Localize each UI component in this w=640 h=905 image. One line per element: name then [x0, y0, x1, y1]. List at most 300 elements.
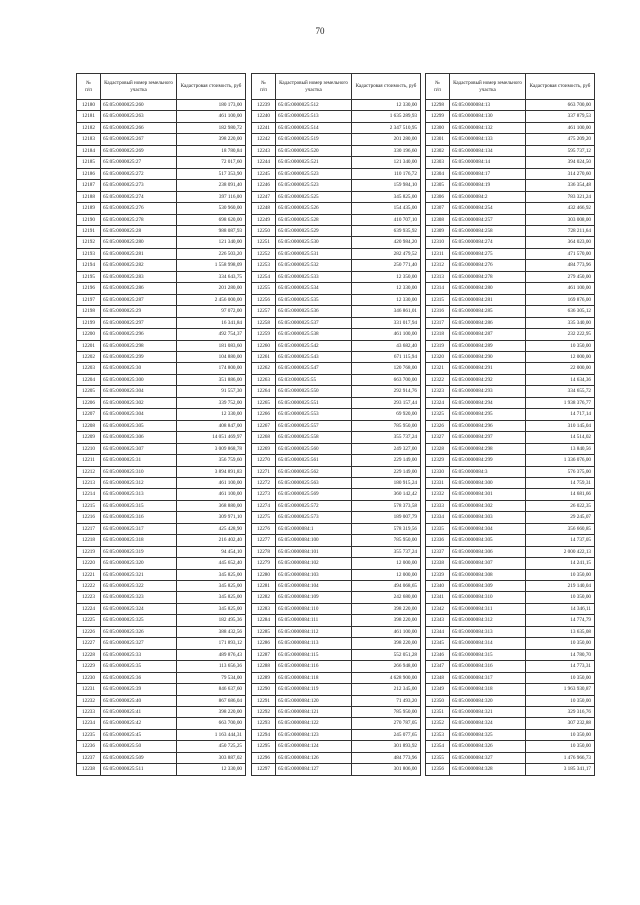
header-number: № п/п	[77, 74, 101, 100]
table-row	[426, 661, 595, 672]
cadastral-number-cell: 65:05:0000025:281	[101, 248, 177, 259]
row-number-cell: 12223	[77, 592, 101, 603]
cadastral-number-cell: 65:05:0000025:551	[276, 397, 352, 408]
table-row	[77, 100, 246, 111]
cadastral-number-cell: 65:05:0000084:121	[276, 707, 352, 718]
cadastral-number-cell: 65:05:0000084:295	[450, 409, 526, 420]
cadastral-value-cell: 450 725,25	[177, 741, 246, 752]
cadastral-value-cell: 182 495,36	[177, 615, 246, 626]
table-header-row	[77, 74, 246, 100]
cadastral-value-cell: 14 717,14	[526, 409, 595, 420]
cadastral-number-cell: 65:05:0000084:316	[450, 661, 526, 672]
table-row	[77, 477, 246, 488]
row-number-cell: 12284	[252, 615, 276, 626]
table-row	[77, 374, 246, 385]
table-row	[77, 329, 246, 340]
cadastral-value-cell: 398 220,00	[177, 134, 246, 145]
cadastral-number-cell: 65:05:0000025:532	[276, 260, 352, 271]
row-number-cell: 12226	[77, 626, 101, 637]
cadastral-value-cell: 432 466,92	[526, 203, 595, 214]
table-row	[77, 741, 246, 752]
row-number-cell: 12287	[252, 649, 276, 660]
row-number-cell: 12285	[252, 626, 276, 637]
cadastral-value-cell: 238 091,40	[177, 180, 246, 191]
cadastral-value-cell: 292 914,76	[352, 386, 421, 397]
table-row	[252, 248, 421, 259]
row-number-cell: 12332	[426, 489, 450, 500]
cadastral-value-cell: 445 652,40	[177, 558, 246, 569]
cadastral-value-cell: 1 336 076,00	[526, 455, 595, 466]
row-number-cell: 12194	[77, 260, 101, 271]
cadastral-value-cell: 72 017,60	[177, 157, 246, 168]
row-number-cell: 12314	[426, 283, 450, 294]
cadastral-table-block-1	[76, 73, 246, 776]
cadastral-number-cell: 65:05:0000084:313	[450, 626, 526, 637]
cadastral-value-cell: 4 628 900,00	[352, 672, 421, 683]
row-number-cell: 12330	[426, 466, 450, 477]
row-number-cell: 12206	[77, 397, 101, 408]
row-number-cell: 12346	[426, 649, 450, 660]
row-number-cell: 12251	[252, 237, 276, 248]
table-body	[77, 100, 246, 776]
cadastral-number-cell: 65:05:0000025:315	[101, 500, 177, 511]
cadastral-number-cell: 65:05:0000025:558	[276, 432, 352, 443]
row-number-cell: 12349	[426, 684, 450, 695]
cadastral-value-cell: 334 655,72	[526, 386, 595, 397]
cadastral-value-cell: 345 825,00	[177, 592, 246, 603]
cadastral-value-cell: 110 176,72	[352, 168, 421, 179]
table-row	[252, 489, 421, 500]
cadastral-number-cell: 65:05:0000084:126	[276, 752, 352, 763]
table-row	[252, 695, 421, 706]
cadastral-number-cell: 65:05:0000025:529	[276, 225, 352, 236]
row-number-cell: 12343	[426, 615, 450, 626]
cadastral-number-cell: 65:05:0000025:280	[101, 237, 177, 248]
table-row	[77, 248, 246, 259]
row-number-cell: 12329	[426, 455, 450, 466]
cadastral-number-cell: 65:05:0000084:110	[276, 603, 352, 614]
row-number-cell: 12310	[426, 237, 450, 248]
cadastral-number-cell: 65:05:0000084:14	[450, 157, 526, 168]
row-number-cell: 12295	[252, 741, 276, 752]
table-row	[77, 420, 246, 431]
row-number-cell: 12240	[252, 111, 276, 122]
row-number-cell: 12273	[252, 489, 276, 500]
row-number-cell: 12214	[77, 489, 101, 500]
row-number-cell: 12294	[252, 729, 276, 740]
cadastral-value-cell: 636 305,12	[526, 306, 595, 317]
table-row	[77, 466, 246, 477]
cadastral-number-cell: 65:05:0000025:550	[276, 386, 352, 397]
cadastral-number-cell: 65:05:0000084:116	[276, 661, 352, 672]
row-number-cell: 12315	[426, 294, 450, 305]
cadastral-value-cell: 337 879,53	[526, 111, 595, 122]
row-number-cell: 12244	[252, 157, 276, 168]
cadastral-value-cell: 1 635 289,93	[352, 111, 421, 122]
cadastral-value-cell: 301 893,92	[352, 741, 421, 752]
table-row	[252, 351, 421, 362]
cadastral-value-cell: 461 100,00	[352, 329, 421, 340]
cadastral-value-cell: 345 825,00	[177, 581, 246, 592]
cadastral-number-cell: 65:05:0000025:530	[276, 237, 352, 248]
row-number-cell: 12276	[252, 523, 276, 534]
cadastral-number-cell: 65:05:0000025:547	[276, 363, 352, 374]
cadastral-number-cell: 65:05:0000025:573	[276, 512, 352, 523]
cadastral-value-cell: 351 886,00	[177, 374, 246, 385]
cadastral-number-cell: 65:05:0000084:325	[450, 729, 526, 740]
row-number-cell: 12248	[252, 203, 276, 214]
cadastral-value-cell: 12 000,00	[352, 569, 421, 580]
cadastral-number-cell: 65:05:0000084:303	[450, 512, 526, 523]
table-row	[77, 443, 246, 454]
cadastral-value-cell: 10 350,00	[526, 741, 595, 752]
table-row	[426, 489, 595, 500]
row-number-cell: 12311	[426, 248, 450, 259]
row-number-cell: 12185	[77, 157, 101, 168]
cadastral-value-cell: 303 887,02	[177, 752, 246, 763]
cadastral-value-cell: 461 100,00	[177, 489, 246, 500]
cadastral-value-cell: 728 211,64	[526, 225, 595, 236]
cadastral-value-cell: 461 100,00	[526, 283, 595, 294]
row-number-cell: 12245	[252, 168, 276, 179]
cadastral-number-cell: 65:05:0000025:28	[101, 225, 177, 236]
row-number-cell: 12292	[252, 707, 276, 718]
cadastral-number-cell: 65:05:0000025:519	[276, 134, 352, 145]
row-number-cell: 12199	[77, 317, 101, 328]
table-row	[426, 134, 595, 145]
table-body	[252, 100, 421, 776]
cadastral-number-cell: 65:05:0000084:315	[450, 649, 526, 660]
cadastral-value-cell: 14 514,02	[526, 432, 595, 443]
cadastral-value-cell: 10 350,00	[526, 638, 595, 649]
table-row	[426, 283, 595, 294]
row-number-cell: 12196	[77, 283, 101, 294]
cadastral-value-cell: 364 023,00	[526, 237, 595, 248]
cadastral-number-cell: 65:05:0000025:312	[101, 477, 177, 488]
cadastral-number-cell: 65:05:0000084:318	[450, 684, 526, 695]
cadastral-value-cell: 14 681,66	[526, 489, 595, 500]
cadastral-value-cell: 232 222,95	[526, 329, 595, 340]
table-row	[426, 306, 595, 317]
table-row	[252, 718, 421, 729]
table-row	[252, 615, 421, 626]
table-row	[426, 729, 595, 740]
table-row	[252, 741, 421, 752]
cadastral-number-cell: 65:05:0000025:282	[101, 260, 177, 271]
cadastral-value-cell: 339 752,00	[177, 397, 246, 408]
row-number-cell: 12235	[77, 729, 101, 740]
table-row	[77, 271, 246, 282]
row-number-cell: 12227	[77, 638, 101, 649]
cadastral-number-cell: 65:05:0000084:2	[450, 191, 526, 202]
table-row	[77, 569, 246, 580]
cadastral-number-cell: 65:05:0000084:281	[450, 294, 526, 305]
table-row	[252, 157, 421, 168]
header-cadastral-value: Кадастровая стоимость, руб	[526, 74, 595, 100]
table-row	[77, 180, 246, 191]
row-number-cell: 12293	[252, 718, 276, 729]
cadastral-value-cell: 182 980,72	[177, 122, 246, 133]
row-number-cell: 12340	[426, 581, 450, 592]
cadastral-number-cell: 65:05:0000084:112	[276, 626, 352, 637]
cadastral-value-cell: 169 876,00	[526, 294, 595, 305]
cadastral-number-cell: 65:05:0000084:289	[450, 340, 526, 351]
cadastral-value-cell: 1 163 444,31	[177, 729, 246, 740]
cadastral-value-cell: 530 960,00	[177, 203, 246, 214]
row-number-cell: 12347	[426, 661, 450, 672]
cadastral-value-cell: 394 024,50	[526, 157, 595, 168]
row-number-cell: 12216	[77, 512, 101, 523]
cadastral-value-cell: 229 149,00	[352, 466, 421, 477]
cadastral-number-cell: 65:05:0000084:130	[450, 111, 526, 122]
cadastral-value-cell: 398 220,00	[177, 707, 246, 718]
row-number-cell: 12262	[252, 363, 276, 374]
table-row	[426, 569, 595, 580]
cadastral-number-cell: 65:05:0000025:509	[101, 752, 177, 763]
cadastral-number-cell: 65:05:0000025:50	[101, 741, 177, 752]
table-row	[77, 386, 246, 397]
cadastral-value-cell: 14 780,70	[526, 649, 595, 660]
cadastral-number-cell: 65:05:0000025:286	[101, 283, 177, 294]
cadastral-value-cell: 14 759,31	[526, 477, 595, 488]
table-row	[77, 603, 246, 614]
row-number-cell: 12191	[77, 225, 101, 236]
cadastral-number-cell: 65:05:0000025:297	[101, 317, 177, 328]
table-row	[77, 306, 246, 317]
row-number-cell: 12336	[426, 535, 450, 546]
cadastral-value-cell: 309 971,10	[177, 512, 246, 523]
cadastral-number-cell: 65:05:0000025:283	[101, 271, 177, 282]
cadastral-number-cell: 65:05:0000025:533	[276, 271, 352, 282]
table-row	[426, 443, 595, 454]
table-row	[252, 374, 421, 385]
cadastral-number-cell: 65:05:0000025:537	[276, 317, 352, 328]
table-row	[77, 225, 246, 236]
table-row	[252, 466, 421, 477]
cadastral-value-cell: 552 051,28	[352, 649, 421, 660]
cadastral-number-cell: 65:05:0000084:101	[276, 546, 352, 557]
cadastral-value-cell: 14 774,79	[526, 615, 595, 626]
cadastral-value-cell: 398 220,00	[352, 615, 421, 626]
cadastral-value-cell: 595 737,12	[526, 145, 595, 156]
header-number: № п/п	[426, 74, 450, 100]
cadastral-value-cell: 576 375,00	[526, 466, 595, 477]
row-number-cell: 12350	[426, 695, 450, 706]
table-row	[77, 752, 246, 763]
row-number-cell: 12275	[252, 512, 276, 523]
cadastral-value-cell: 174 800,00	[177, 363, 246, 374]
cadastral-value-cell: 10 350,00	[526, 340, 595, 351]
cadastral-number-cell: 65:05:0000084:124	[276, 741, 352, 752]
cadastral-value-cell: 79 534,00	[177, 672, 246, 683]
cadastral-value-cell: 517 353,90	[177, 168, 246, 179]
row-number-cell: 12241	[252, 122, 276, 133]
cadastral-value-cell: 2 347 510,95	[352, 122, 421, 133]
row-number-cell: 12260	[252, 340, 276, 351]
row-number-cell: 12352	[426, 718, 450, 729]
cadastral-number-cell: 65:05:0000084:258	[450, 225, 526, 236]
table-row	[77, 214, 246, 225]
cadastral-value-cell: 2 456 000,00	[177, 294, 246, 305]
table-row	[426, 100, 595, 111]
cadastral-number-cell: 65:05:0000084:123	[276, 729, 352, 740]
cadastral-number-cell: 65:05:0000084:276	[450, 260, 526, 271]
cadastral-value-cell: 345 825,00	[177, 569, 246, 580]
cadastral-value-cell: 120 768,00	[352, 363, 421, 374]
row-number-cell: 12296	[252, 752, 276, 763]
cadastral-number-cell: 65:05:0000084:328	[450, 764, 526, 775]
cadastral-number-cell: 65:05:0000025:317	[101, 523, 177, 534]
cadastral-value-cell: 159 984,10	[352, 180, 421, 191]
cadastral-value-cell: 12 330,00	[352, 100, 421, 111]
cadastral-number-cell: 65:05:0000025:36	[101, 672, 177, 683]
table-row	[426, 271, 595, 282]
cadastral-value-cell: 18 780,84	[177, 145, 246, 156]
row-number-cell: 12277	[252, 535, 276, 546]
row-number-cell: 12279	[252, 558, 276, 569]
cadastral-number-cell: 65:05:0000025:553	[276, 409, 352, 420]
table-row	[252, 100, 421, 111]
cadastral-number-cell: 65:05:0000025:31	[101, 455, 177, 466]
cadastral-value-cell: 307 232,88	[526, 718, 595, 729]
cadastral-value-cell: 270 787,05	[352, 718, 421, 729]
row-number-cell: 12283	[252, 603, 276, 614]
row-number-cell: 12261	[252, 351, 276, 362]
row-number-cell: 12355	[426, 752, 450, 763]
table-row	[426, 157, 595, 168]
cadastral-value-cell: 10 350,00	[526, 592, 595, 603]
table-row	[426, 603, 595, 614]
cadastral-number-cell: 65:05:0000084:321	[450, 707, 526, 718]
cadastral-number-cell: 65:05:0000084:320	[450, 695, 526, 706]
row-number-cell: 12222	[77, 581, 101, 592]
table-row	[252, 546, 421, 557]
cadastral-number-cell: 65:05:0000025:45	[101, 729, 177, 740]
table-row	[426, 340, 595, 351]
table-row	[77, 661, 246, 672]
row-number-cell: 12335	[426, 523, 450, 534]
cadastral-number-cell: 65:05:0000084:299	[450, 455, 526, 466]
row-number-cell: 12351	[426, 707, 450, 718]
table-row	[252, 752, 421, 763]
cadastral-number-cell: 65:05:0000025:523	[276, 180, 352, 191]
row-number-cell: 12324	[426, 397, 450, 408]
table-row	[426, 695, 595, 706]
cadastral-number-cell: 65:05:0000025:263	[101, 111, 177, 122]
cadastral-value-cell: 397 116,00	[177, 191, 246, 202]
cadastral-value-cell: 10 350,00	[526, 695, 595, 706]
table-row	[426, 558, 595, 569]
cadastral-number-cell: 65:05:0000084:254	[450, 203, 526, 214]
cadastral-number-cell: 65:05:0000084:292	[450, 374, 526, 385]
row-number-cell: 12253	[252, 260, 276, 271]
table-row	[426, 351, 595, 362]
table-header-row	[426, 74, 595, 100]
cadastral-number-cell: 65:05:0000025:523	[276, 168, 352, 179]
cadastral-number-cell: 65:05:0000025:572	[276, 500, 352, 511]
cadastral-number-cell: 65:05:0000025:41	[101, 707, 177, 718]
table-row	[426, 707, 595, 718]
table-row	[426, 718, 595, 729]
row-number-cell: 12297	[252, 764, 276, 775]
table-row	[426, 466, 595, 477]
table-row	[77, 764, 246, 775]
table-row	[252, 558, 421, 569]
cadastral-value-cell: 2 000 422,13	[526, 546, 595, 557]
cadastral-value-cell: 360 142,42	[352, 489, 421, 500]
table-row	[77, 626, 246, 637]
cadastral-value-cell: 12 330,00	[177, 409, 246, 420]
cadastral-number-cell: 65:05:0000084:111	[276, 615, 352, 626]
row-number-cell: 12188	[77, 191, 101, 202]
table-row	[77, 672, 246, 683]
cadastral-value-cell: 356 759,60	[177, 455, 246, 466]
table-row	[77, 134, 246, 145]
cadastral-value-cell: 201 280,00	[352, 134, 421, 145]
table-row	[252, 626, 421, 637]
table-row	[426, 180, 595, 191]
row-number-cell: 12305	[426, 180, 450, 191]
cadastral-value-cell: 3 185 341,17	[526, 764, 595, 775]
row-number-cell: 12356	[426, 764, 450, 775]
table-row	[252, 340, 421, 351]
table-row	[426, 420, 595, 431]
row-number-cell: 12288	[252, 661, 276, 672]
row-number-cell: 12229	[77, 661, 101, 672]
row-number-cell: 12334	[426, 512, 450, 523]
table-row	[252, 432, 421, 443]
cadastral-number-cell: 65:05:0000025:560	[276, 443, 352, 454]
table-row	[426, 386, 595, 397]
row-number-cell: 12243	[252, 145, 276, 156]
cadastral-number-cell: 65:05:0000025:321	[101, 569, 177, 580]
cadastral-number-cell: 65:05:0000025:302	[101, 397, 177, 408]
row-number-cell: 12328	[426, 443, 450, 454]
cadastral-value-cell: 113 656,36	[177, 661, 246, 672]
table-row	[252, 455, 421, 466]
cadastral-value-cell: 12 350,00	[352, 271, 421, 282]
cadastral-number-cell: 65:05:0000025:33	[101, 649, 177, 660]
row-number-cell: 12215	[77, 500, 101, 511]
cadastral-value-cell: 345 825,00	[177, 603, 246, 614]
table-row	[426, 684, 595, 695]
cadastral-value-cell: 121 340,00	[177, 237, 246, 248]
table-row	[426, 741, 595, 752]
row-number-cell: 12210	[77, 443, 101, 454]
cadastral-value-cell: 69 920,00	[352, 409, 421, 420]
table-row	[252, 260, 421, 271]
cadastral-number-cell: 65:05:0000084:120	[276, 695, 352, 706]
row-number-cell: 12331	[426, 477, 450, 488]
cadastral-value-cell: 13 840,56	[526, 443, 595, 454]
table-row	[252, 764, 421, 775]
cadastral-number-cell: 65:05:0000025:313	[101, 489, 177, 500]
cadastral-value-cell: 330 196,60	[352, 145, 421, 156]
table-row	[426, 111, 595, 122]
cadastral-number-cell: 65:05:0000025:531	[276, 248, 352, 259]
cadastral-value-cell: 410 707,10	[352, 214, 421, 225]
cadastral-number-cell: 65:05:0000084:275	[450, 248, 526, 259]
cadastral-value-cell: 355 737,24	[352, 546, 421, 557]
row-number-cell: 12238	[77, 764, 101, 775]
cadastral-value-cell: 698 620,00	[177, 214, 246, 225]
cadastral-number-cell: 65:05:0000084:287	[450, 329, 526, 340]
row-number-cell: 12221	[77, 569, 101, 580]
cadastral-number-cell: 65:05:0000084:119	[276, 684, 352, 695]
cadastral-value-cell: 663 700,00	[352, 374, 421, 385]
cadastral-number-cell: 65:05:0000025:296	[101, 329, 177, 340]
cadastral-value-cell: 14 634,36	[526, 374, 595, 385]
